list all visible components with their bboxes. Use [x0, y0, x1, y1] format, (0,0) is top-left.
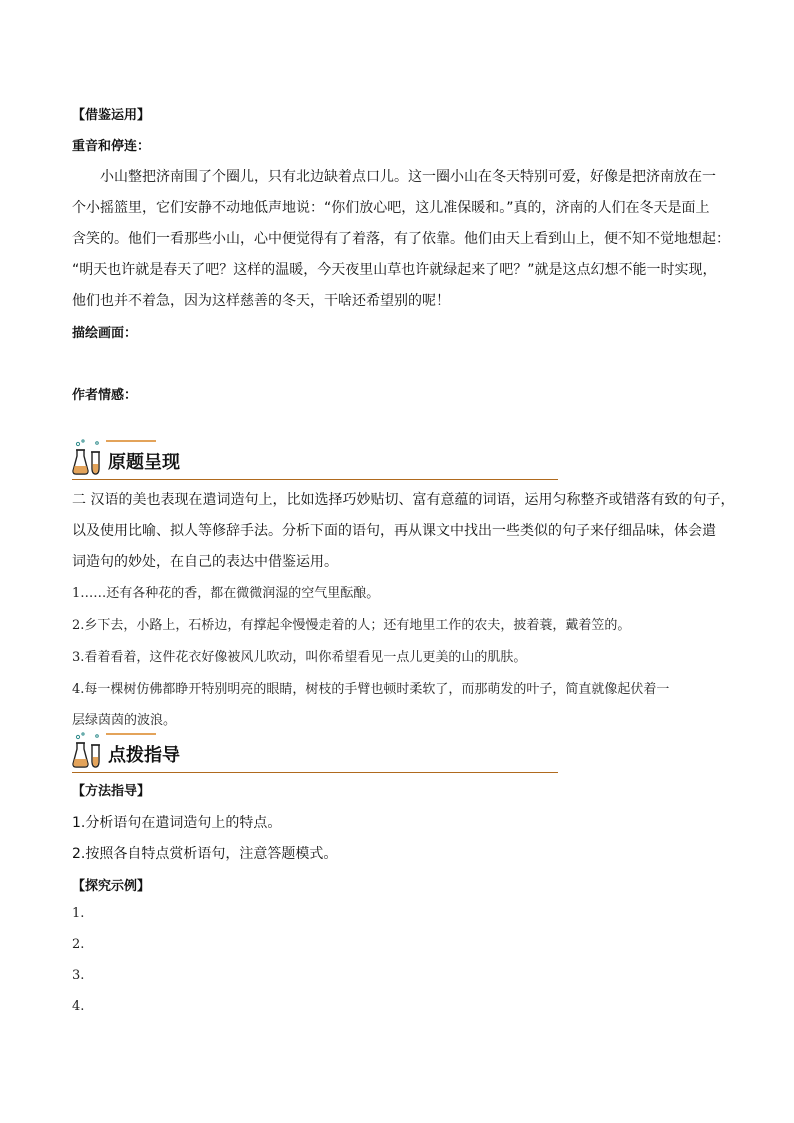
section-rule: [72, 772, 558, 773]
sentence-item-1: 1……还有各种花的香，都在微微润湿的空气里酝酿。: [72, 586, 380, 601]
passage-line: 小山整把济南围了个圈儿，只有北边缺着点口儿。这一圈小山在冬天特别可爱，好像是把济南放在一: [100, 169, 716, 185]
section-rule: [72, 479, 558, 480]
header-accent-bar: [106, 733, 156, 735]
method-line-1: 1.分析语句在遣词造句上的特点。: [72, 815, 282, 831]
section-header-yuanti: [72, 438, 558, 480]
sentence-item-3: 3.看着看着，这件花衣好像被风儿吹动，叫你希望看见一点儿更美的山的肌肤。: [72, 650, 527, 665]
sentence-item-4-cont: 层绿茵茵的波浪。: [72, 713, 177, 728]
section-title: 点拨指导: [108, 745, 180, 766]
method-line-2: 2.按照各自特点赏析语句，注意答题模式。: [72, 846, 338, 862]
question-line: 词造句的妙处，在自己的表达中借鉴运用。: [72, 554, 338, 570]
section-title: 原题呈现: [108, 452, 180, 473]
answer-slot-2: 2.: [72, 937, 85, 952]
label-fangfa-zhidao: 【方法指导】: [72, 784, 151, 799]
passage-line: “明天也许就是春天了吧？这样的温暖，今天夜里山草也许就绿起来了吧？”就是这点幻想不能一时实现，: [72, 262, 717, 278]
label-jiejian-yunyong: 【借鉴运用】: [72, 108, 151, 123]
question-line: 以及使用比喻、拟人等修辞手法。分析下面的语句，再从课文中找出一些类似的句子来仔细品味，体会遣: [72, 523, 716, 539]
passage-line: 他们也并不着急，因为这样慈善的冬天，干啥还希望别的呢！: [72, 293, 450, 309]
label-miaohui-huamian: 描绘画面：: [72, 326, 138, 341]
flask-icon: [72, 438, 104, 476]
passage-line: 个小摇篮里，它们安静不动地低声地说：“你们放心吧，这儿准保暖和。”真的，济南的人们在冬天是面上: [72, 200, 710, 216]
label-zhongyin-tinglian: 重音和停连：: [72, 139, 151, 154]
label-tanjiu-shili: 【探究示例】: [72, 879, 151, 894]
flask-icon: [72, 731, 104, 769]
header-accent-bar: [106, 440, 156, 442]
question-line: 二 汉语的美也表现在遣词造句上，比如选择巧妙贴切、富有意蕴的词语，运用匀称整齐或错落有致的句子，: [72, 492, 735, 508]
answer-slot-4: 4.: [72, 999, 85, 1014]
label-zuozhe-qinggan: 作者情感：: [72, 388, 138, 403]
sentence-item-2: 2.乡下去，小路上，石桥边，有撑起伞慢慢走着的人；还有地里工作的农夫，披着蓑，戴着笠的。: [72, 618, 631, 633]
passage-line: 含笑的。他们一看那些小山，心中便觉得有了着落，有了依靠。他们由天上看到山上，便不知不觉地想起：: [72, 231, 730, 247]
section-header-dianbo: [72, 731, 558, 773]
sentence-item-4: 4.每一棵树仿佛都睁开特别明亮的眼睛，树枝的手臂也顿时柔软了，而那萌发的叶子，简直就像起伏着一: [72, 682, 670, 697]
answer-slot-3: 3.: [72, 968, 85, 983]
answer-slot-1: 1.: [72, 906, 85, 921]
